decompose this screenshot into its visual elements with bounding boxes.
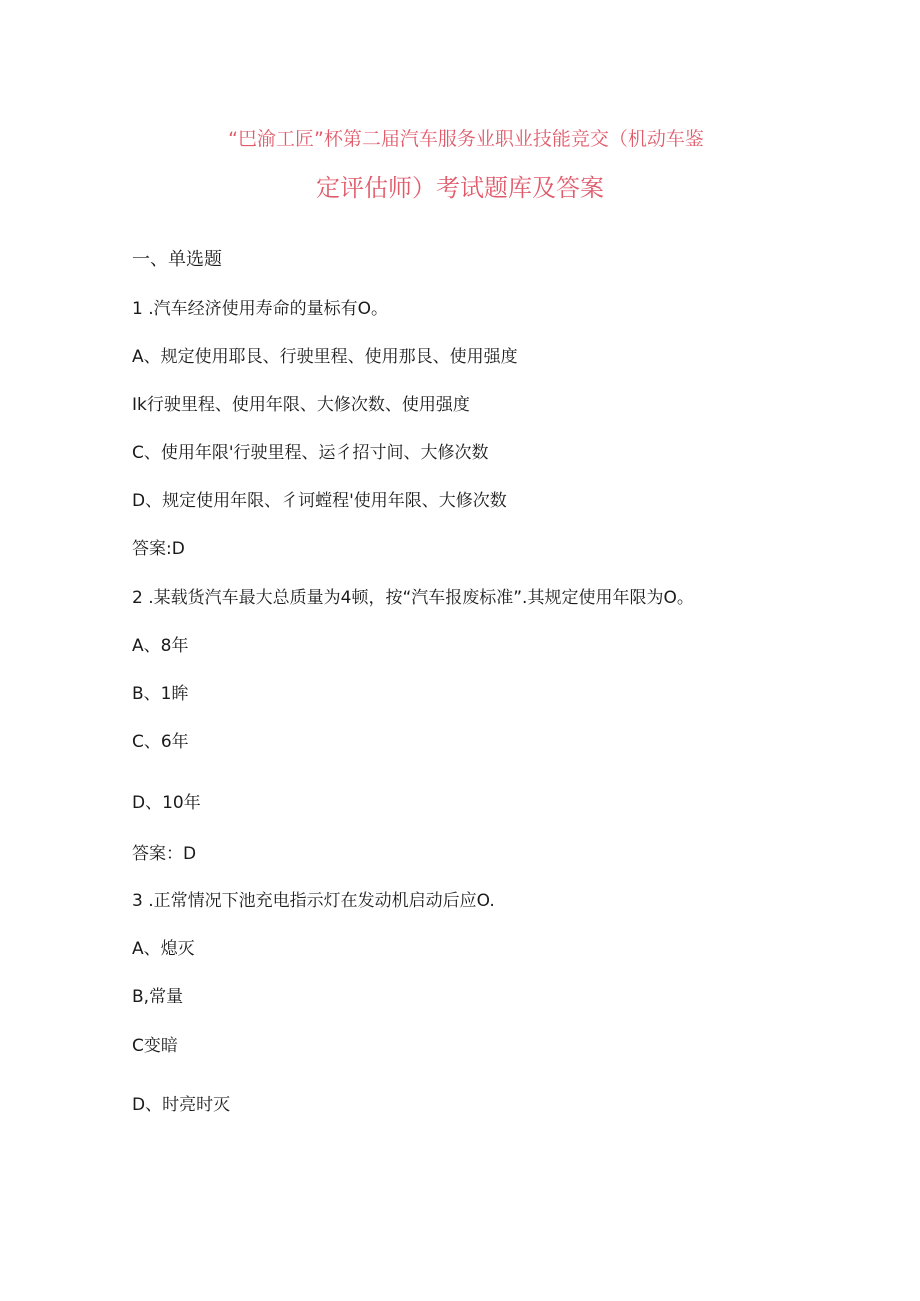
question-3-option-d: D、时亮时灭 <box>132 1095 231 1115</box>
question-3-option-c: C变暗 <box>132 1036 178 1056</box>
question-1-stem: 1 .汽车经济使用寿命的量标有O。 <box>132 299 389 319</box>
question-1-answer: 答案:D <box>132 539 185 559</box>
question-3-option-a: A、熄灭 <box>132 939 195 959</box>
question-1-option-a: A、规定使用耶艮、行驶里程、使用那艮、使用强度 <box>132 347 518 367</box>
question-1-option-b: Ik行驶里程、使用年限、大修次数、使用强度 <box>132 395 470 415</box>
document-title-line-1: “巴渝工匠”杯第二届汽车服务业职业技能竞交（机动车鉴 <box>228 128 704 150</box>
question-3-stem: 3 .正常情况下池充电指示灯在发动机启动后应O. <box>132 891 495 911</box>
question-2-option-b: B、1眸 <box>132 684 189 704</box>
question-2-answer: 答案：D <box>132 844 197 864</box>
document-title-line-2: 定评估师）考试题库及答案 <box>316 174 604 202</box>
question-2-option-a: A、8年 <box>132 636 189 656</box>
question-2-stem: 2 .某载货汽车最大总质量为4顿，按“汽车报废标准”.其规定使用年限为O。 <box>132 588 694 608</box>
question-2-option-d: D、10年 <box>132 793 201 813</box>
question-3-option-b: B,常量 <box>132 987 184 1007</box>
section-heading: 一、单选题 <box>132 249 222 270</box>
question-1-option-c: C、使用年限'行驶里程、运彳招寸间、大修次数 <box>132 443 489 463</box>
question-1-option-d: D、规定使用年限、彳诃螳程'使用年限、大修次数 <box>132 491 507 511</box>
question-2-option-c: C、6年 <box>132 732 189 752</box>
